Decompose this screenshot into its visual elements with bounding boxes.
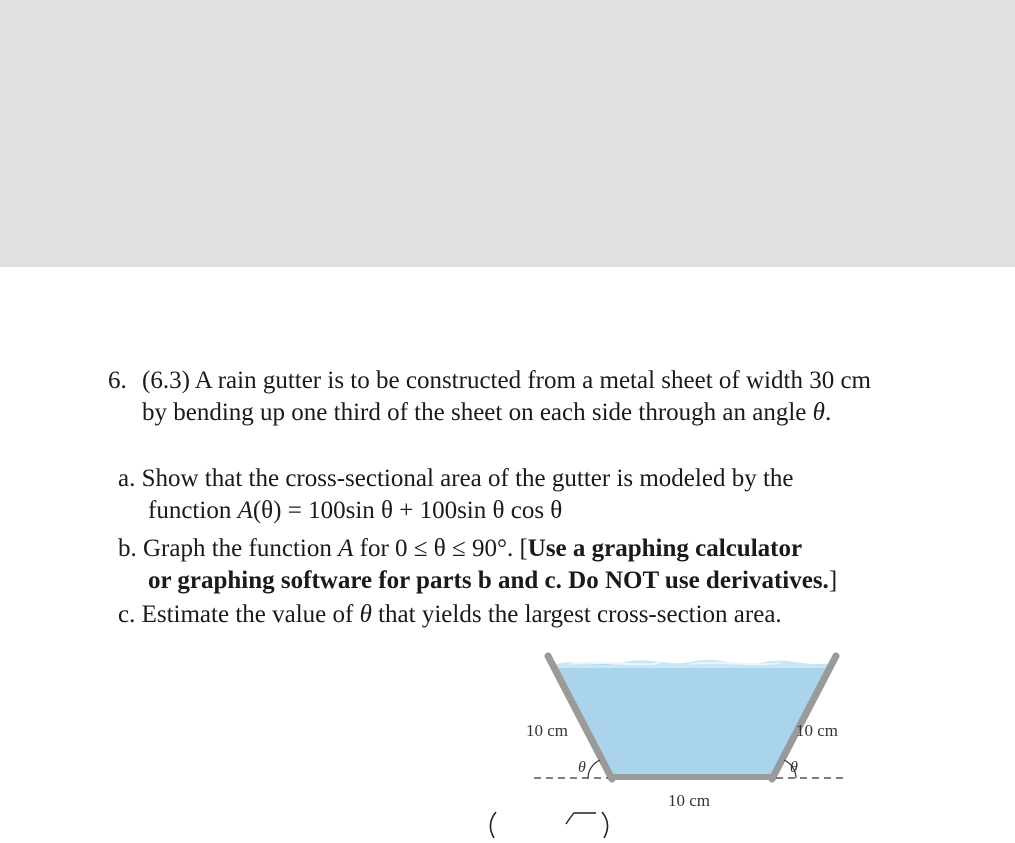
part-b-close-bracket: ] [828, 567, 838, 594]
right-side-label: 10 cm [796, 721, 839, 740]
part-b-prefix: b. Graph the function [118, 535, 339, 562]
problem-stem-line1: (6.3) A rain gutter is to be constructed from a metal sheet of width 30 cm [142, 367, 871, 394]
bottom-label: 10 cm [668, 791, 711, 810]
clipped-formula-fragment [478, 810, 618, 838]
gutter-diagram-svg [520, 648, 850, 816]
part-b-domain: for 0 ≤ θ ≤ 90°. [ [353, 535, 528, 562]
part-c-suffix: that yields the largest cross-section area. [371, 601, 782, 628]
problem-stem-line2 [142, 398, 831, 428]
left-angle-arc [588, 760, 600, 778]
clipped-paren-left [490, 812, 496, 838]
clipped-radical-bar [566, 813, 596, 824]
water-fill [556, 664, 830, 775]
part-b-line1 [118, 534, 802, 564]
left-side-label: 10 cm [526, 721, 569, 740]
part-b-instruction-bold1: Use a graphing calculator [527, 535, 803, 562]
left-theta-label: θ [578, 759, 586, 776]
part-b-line2 [148, 566, 837, 596]
part-b-instruction-bold2: or graphing software for parts b and c. Do NOT use derivatives. [148, 567, 829, 594]
theta-symbol: θ [812, 399, 825, 426]
stem-line2-text: by bending up one third of the sheet on each side through an angle [142, 399, 813, 426]
clipped-paren-right [602, 812, 608, 838]
function-name-a: A [237, 497, 253, 524]
part-a-line2 [148, 496, 562, 526]
header-gray-band [0, 0, 1015, 267]
part-c-prefix: c. Estimate the value of [118, 601, 360, 628]
theta-symbol-c: θ [359, 601, 372, 628]
gutter-diagram [520, 648, 850, 816]
part-a-line1: a. Show that the cross-sectional area of the gutter is modeled by the [118, 465, 794, 492]
problem-number: 6. [108, 367, 127, 394]
stem-period: . [824, 399, 832, 426]
part-a-func-prefix: function [148, 497, 238, 524]
right-theta-label: θ [790, 759, 798, 776]
clipped-formula-svg [478, 810, 618, 838]
area-formula: (θ) = 100sin θ + 100sin θ cos θ [252, 497, 563, 524]
function-name-a-b: A [338, 535, 354, 562]
part-c-line [118, 600, 782, 630]
